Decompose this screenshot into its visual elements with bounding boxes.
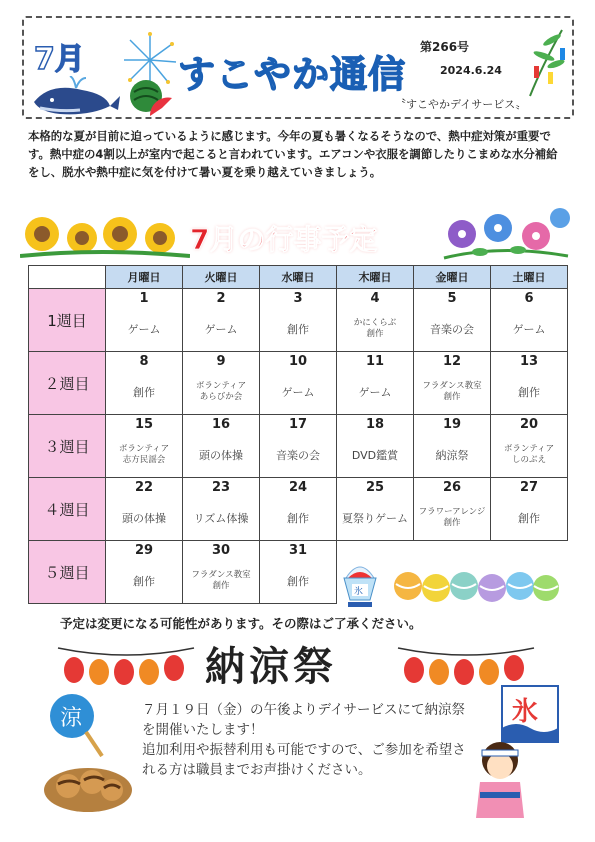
- water-balloons-icon: [392, 566, 560, 606]
- event-cell: フラダンス教室 創作: [414, 370, 491, 415]
- schedule-title: 7月の行事予定: [190, 223, 378, 256]
- event-cell: ボランティア あらびか会: [183, 370, 260, 415]
- day-number: 25: [337, 478, 414, 497]
- day-number: 15: [106, 415, 183, 434]
- event-cell: ゲーム: [183, 307, 260, 352]
- day-number: 1: [106, 289, 183, 308]
- day-number: 18: [337, 415, 414, 434]
- day-number: 29: [106, 541, 183, 560]
- newsletter-title: すこやか通信: [178, 53, 406, 96]
- event-cell: 音楽の会: [260, 433, 337, 478]
- schedule-notice: 予定は変更になる可能性があります。その際はご了承ください。: [60, 616, 422, 631]
- event-cell: フラダンス教室 創作: [183, 559, 260, 604]
- event-cell: 創作: [106, 559, 183, 604]
- watermelon-icon: [128, 78, 174, 118]
- week-row-days: [29, 289, 568, 308]
- day-number: 4: [337, 289, 414, 308]
- lanterns-left-icon: [56, 640, 196, 692]
- week-label: ２週目: [29, 352, 106, 415]
- week-row-days: [29, 541, 568, 560]
- day-number: 3: [260, 289, 337, 308]
- day-number: 12: [414, 352, 491, 371]
- day-number: 30: [183, 541, 260, 560]
- day-number: 31: [260, 541, 337, 560]
- event-cell: 音楽の会: [414, 307, 491, 352]
- event-cell: ボランティア しのぶえ: [491, 433, 568, 478]
- week-row-events: [29, 496, 568, 541]
- event-cell: ボランティア 志方民謡会: [106, 433, 183, 478]
- festival-girl-icon: [468, 738, 532, 820]
- day-number: 13: [491, 352, 568, 371]
- fan-icon: [46, 690, 106, 760]
- intro-paragraph: 本格的な夏が目前に迫っているように感じます。今年の夏も暑くなるそうなので、熱中症対策が重要です。熱中症の4割以上が室内で起こると言われています。エアコンや衣服を調節したりこまめな水分補給をし、脱水や熱中症に気を付けて暑い夏を乗り越えていきましょう。: [28, 129, 558, 179]
- month-badge: 7月: [34, 42, 85, 77]
- day-number: 5: [414, 289, 491, 308]
- day-header: 金曜日: [414, 266, 491, 289]
- day-header: 土曜日: [491, 266, 568, 289]
- day-number: 23: [183, 478, 260, 497]
- day-header: 火曜日: [183, 266, 260, 289]
- event-cell: 頭の体操: [106, 496, 183, 541]
- day-number: 16: [183, 415, 260, 434]
- day-number: 11: [337, 352, 414, 371]
- event-cell: 創作: [260, 307, 337, 352]
- issue-number: 第266号: [420, 40, 470, 54]
- day-number: 9: [183, 352, 260, 371]
- week-label: 1週目: [29, 289, 106, 352]
- week-row-days: [29, 478, 568, 497]
- week-row-days: [29, 352, 568, 371]
- morning-glory-icon: [440, 204, 570, 262]
- sunflower-icon: [20, 210, 190, 260]
- takoyaki-icon: [40, 752, 136, 816]
- event-cell: 創作: [260, 559, 337, 604]
- day-number: 19: [414, 415, 491, 434]
- event-cell: ゲーム: [491, 307, 568, 352]
- day-number: 27: [491, 478, 568, 497]
- event-cell: 創作: [491, 370, 568, 415]
- event-cell: リズム体操: [183, 496, 260, 541]
- day-number: 20: [491, 415, 568, 434]
- day-number: 17: [260, 415, 337, 434]
- day-header: 木曜日: [337, 266, 414, 289]
- ice-flag-icon: [498, 682, 562, 746]
- ice-char: 氷: [354, 587, 364, 597]
- festival-title: 納涼祭: [205, 643, 337, 690]
- event-cell: かにくらぶ 創作: [337, 307, 414, 352]
- day-number: 26: [414, 478, 491, 497]
- week-row-events: [29, 433, 568, 478]
- day-number: 6: [491, 289, 568, 308]
- event-cell: ゲーム: [260, 370, 337, 415]
- whale-icon: [30, 76, 122, 118]
- week-label: ４週目: [29, 478, 106, 541]
- day-number: 2: [183, 289, 260, 308]
- festival-description: ７月１９日（金）の午後よりデイサービスにて納涼祭を開催いたします！ 追加利用や振替利用も可能ですので、ご参加を希望される方は職員までお声掛けください。: [142, 702, 466, 778]
- week-row-events: [29, 370, 568, 415]
- event-cell: フラワーアレンジ 創作: [414, 496, 491, 541]
- day-header-row: [29, 266, 568, 289]
- event-cell: 夏祭りゲーム: [337, 496, 414, 541]
- week-row-events: [29, 307, 568, 352]
- day-number: 22: [106, 478, 183, 497]
- organization-name: 〝すこやかデイサービス〟: [395, 98, 527, 111]
- event-cell: 創作: [260, 496, 337, 541]
- shaved-ice-icon: [338, 556, 382, 612]
- week-row-days: [29, 415, 568, 434]
- event-cell: ゲーム: [106, 307, 183, 352]
- event-cell: 頭の体操: [183, 433, 260, 478]
- event-cell: 創作: [106, 370, 183, 415]
- header-corner: [29, 266, 106, 289]
- day-number: 24: [260, 478, 337, 497]
- event-cell: ゲーム: [337, 370, 414, 415]
- issue-date: 2024.6.24: [440, 64, 502, 77]
- schedule-table: [28, 265, 568, 604]
- day-number: 8: [106, 352, 183, 371]
- event-cell: 創作: [491, 496, 568, 541]
- day-number: 10: [260, 352, 337, 371]
- event-cell: 納涼祭: [414, 433, 491, 478]
- event-cell: DVD鑑賞: [337, 433, 414, 478]
- day-header: 月曜日: [106, 266, 183, 289]
- day-header: 水曜日: [260, 266, 337, 289]
- week-label: ３週目: [29, 415, 106, 478]
- week-label: ５週目: [29, 541, 106, 604]
- tanabata-bamboo-icon: [522, 26, 570, 98]
- flag-char: 氷: [512, 697, 539, 727]
- fan-char: 涼: [60, 706, 83, 731]
